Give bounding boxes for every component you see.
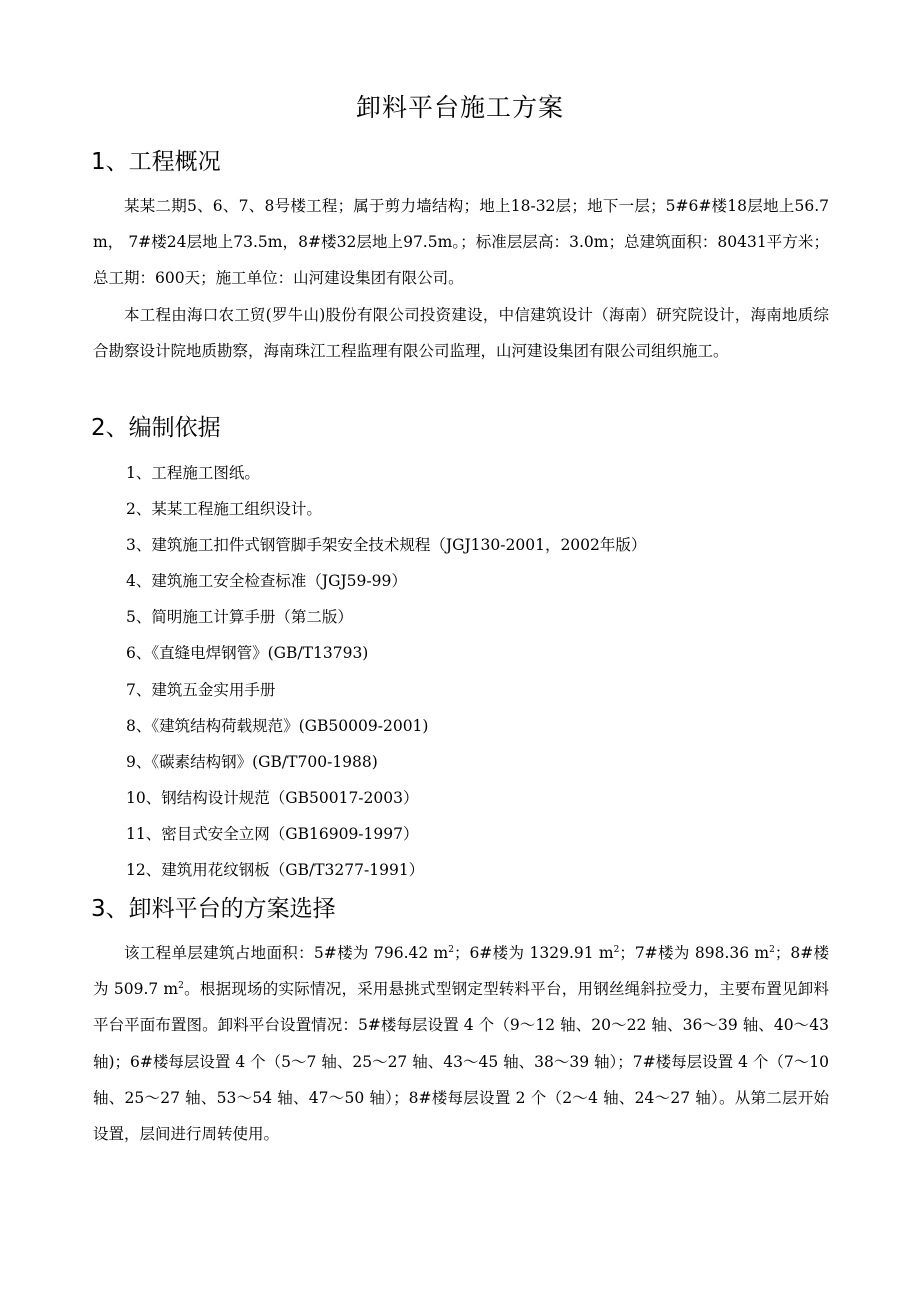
reference-item: 2、某某工程施工组织设计。	[126, 500, 322, 519]
scheme-text: ；7#楼为 898.36 m	[619, 944, 770, 962]
reference-item: 4、建筑施工安全检查标准（JGJ59-99）	[126, 572, 407, 591]
superscript-2: 2	[769, 945, 775, 955]
reference-item: 7、建筑五金实用手册	[126, 680, 276, 699]
reference-item: 3、建筑施工扣件式钢管脚手架安全技术规程（JGJ130-2001，2002年版）	[126, 536, 647, 555]
section-heading-overview: 1、工程概况	[91, 149, 221, 175]
superscript-2: 2	[448, 945, 454, 955]
page-title: 卸料平台施工方案	[355, 93, 564, 122]
scheme-text: ；8#楼为 509.7 m	[93, 944, 830, 999]
reference-item: 11、密目式安全立网（GB16909-1997）	[126, 824, 419, 843]
reference-item: 9、《碳素结构钢》(GB/T700-1988)	[126, 752, 378, 771]
scheme-paragraph	[93, 935, 829, 1152]
section-heading-scheme: 3、卸料平台的方案选择	[91, 896, 336, 922]
scheme-text: ；6#楼为 1329.91 m	[453, 944, 614, 962]
reference-item: 5、简明施工计算手册（第二版）	[126, 608, 353, 627]
overview-paragraph-2: 本工程由海口农工贸(罗牛山)股份有限公司投资建设，中信建筑设计（海南）研究院设计，海南地质综合勘察设计院地质勘察，海南珠江工程监理有限公司监理，山河建设集团有限公司组织施工。	[93, 306, 829, 361]
reference-item: 12、建筑用花纹钢板（GB/T3277-1991）	[126, 861, 425, 880]
scheme-text: 。根据现场的实际情况，采用悬挑式型钢定型转料平台，用钢丝绳斜拉受力，主要布置见卸料平台平面布置图。卸料平台设置情况：5#楼每层设置 4 个（9～12 轴、20～22 轴、36～39 轴、40～43 轴)；6#楼每层设置 4 个（5～7 轴、25～27 轴、43～45 轴、38～39 轴）；7#楼每层设置 4 个（7～10 轴、25～27 轴、53～54 轴、47～50 轴）；8#楼每层设置 2 个（2～4 轴、24～27 轴）。从第二层开始设置，层间进行周转使用。	[93, 980, 829, 1144]
reference-list	[126, 455, 846, 888]
reference-item: 8、《建筑结构荷载规范》(GB50009-2001)	[126, 716, 429, 735]
reference-item: 1、工程施工图纸。	[126, 464, 260, 482]
scheme-text: 该工程单层建筑占地面积：5#楼为 796.42 m	[124, 944, 449, 962]
reference-item: 10、钢结构设计规范（GB50017-2003）	[126, 788, 419, 807]
superscript-2: 2	[613, 945, 620, 955]
reference-item: 6、《直缝电焊钢管》(GB/T13793)	[126, 644, 369, 663]
superscript-2: 2	[178, 981, 184, 992]
section-heading-basis: 2、编制依据	[91, 415, 221, 441]
overview-paragraph-1: 某某二期5、6、7、8号楼工程；属于剪力墙结构；地上18-32层；地下一层；5#6#楼18层地上56.7m， 7#楼24层地上73.5m，8#楼32层地上97.5m。；标准层层高：3.0m；总建筑面积：80431平方米；总工期：600天；施工单位：山河建设集团有限公司。	[93, 197, 829, 288]
